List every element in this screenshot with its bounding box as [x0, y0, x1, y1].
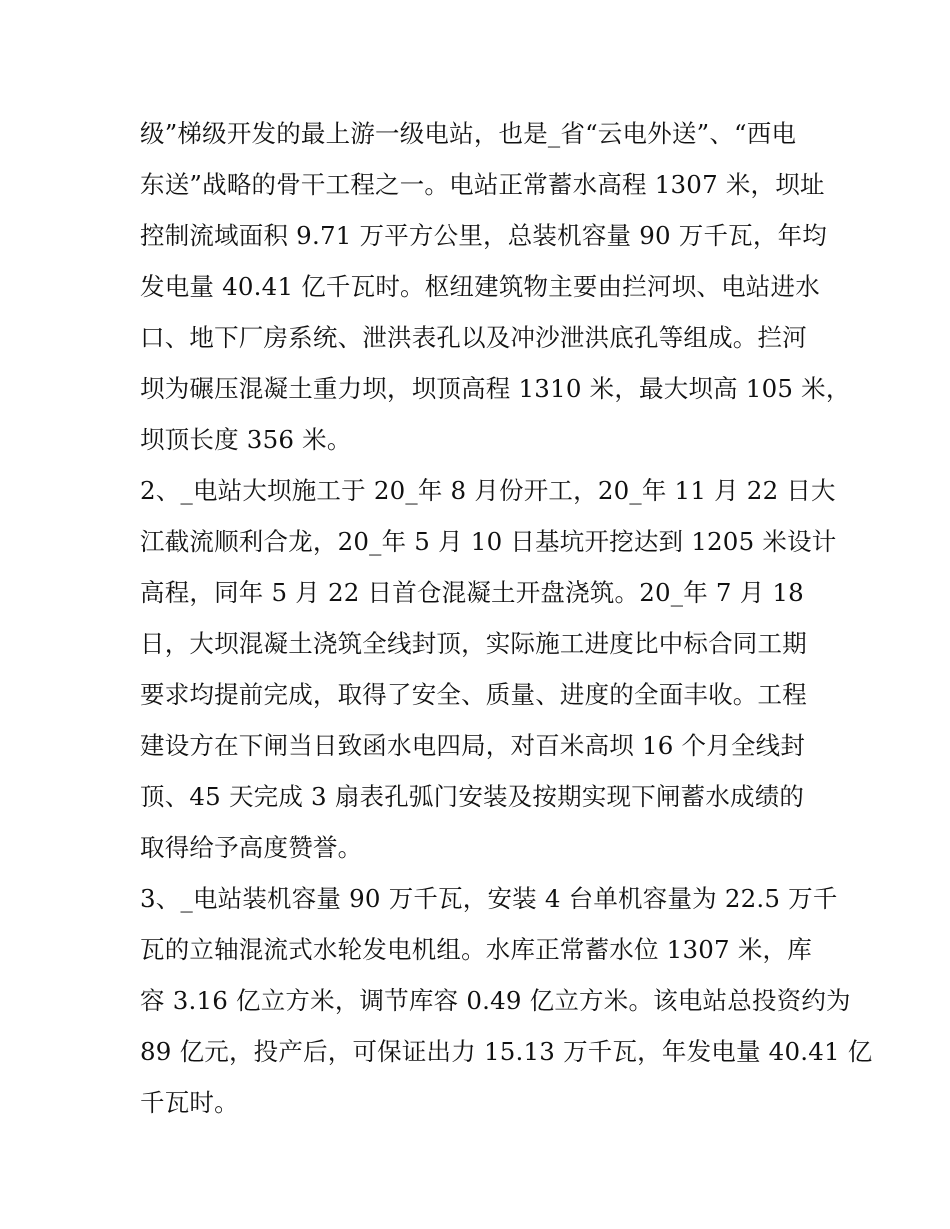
- text-line: 口、地下厂房系统、泄洪表孔以及冲沙泄洪底孔等组成。拦河: [140, 323, 807, 352]
- text-line: 日，大坝混凝土浇筑全线封顶，实际施工进度比中标合同工期: [140, 629, 807, 658]
- text-line: 顶、45 天完成 3 扇表孔弧门安装及按期实现下闸蓄水成绩的: [140, 782, 805, 811]
- text-line: 要求均提前完成，取得了安全、质量、进度的全面丰收。工程: [140, 680, 807, 709]
- paragraph-3-start: 3、_电站装机容量 90 万千瓦，安装 4 台单机容量为 22.5 万千: [140, 884, 838, 913]
- text-line: 发电量 40.41 亿千瓦时。枢纽建筑物主要由拦河坝、电站进水: [140, 272, 820, 301]
- text-line: 高程，同年 5 月 22 日首仓混凝土开盘浇筑。20_年 7 月 18: [140, 578, 804, 607]
- paragraph-2-start: 2、_电站大坝施工于 20_年 8 月份开工，20_年 11 月 22 日大: [140, 476, 836, 505]
- text-line: 千瓦时。: [140, 1088, 239, 1117]
- text-line: 东送”战略的骨干工程之一。电站正常蓄水高程 1307 米，坝址: [140, 170, 825, 199]
- text-line: 坝顶长度 356 米。: [140, 425, 352, 454]
- text-line: 建设方在下闸当日致函水电四局，对百米高坝 16 个月全线封: [140, 731, 806, 760]
- text-line: 江截流顺利合龙，20_年 5 月 10 日基坑开挖达到 1205 米设计: [140, 527, 837, 556]
- text-line: 控制流域面积 9.71 万平方公里，总装机容量 90 万千瓦，年均: [140, 221, 827, 250]
- text-line: 取得给予高度赞誉。: [140, 833, 363, 862]
- text-line: 89 亿元，投产后，可保证出力 15.13 万千瓦，年发电量 40.41 亿: [140, 1037, 873, 1066]
- text-line: 级”梯级开发的最上游一级电站，也是_省“云电外送”、“西电: [140, 119, 797, 148]
- text-line: 瓦的立轴混流式水轮发电机组。水库正常蓄水位 1307 米，库: [140, 935, 812, 964]
- document-body: [140, 108, 873, 1128]
- text-line: 坝为碾压混凝土重力坝，坝顶高程 1310 米，最大坝高 105 米，: [140, 374, 851, 403]
- text-line: 容 3.16 亿立方米，调节库容 0.49 亿立方米。该电站总投资约为: [140, 986, 851, 1015]
